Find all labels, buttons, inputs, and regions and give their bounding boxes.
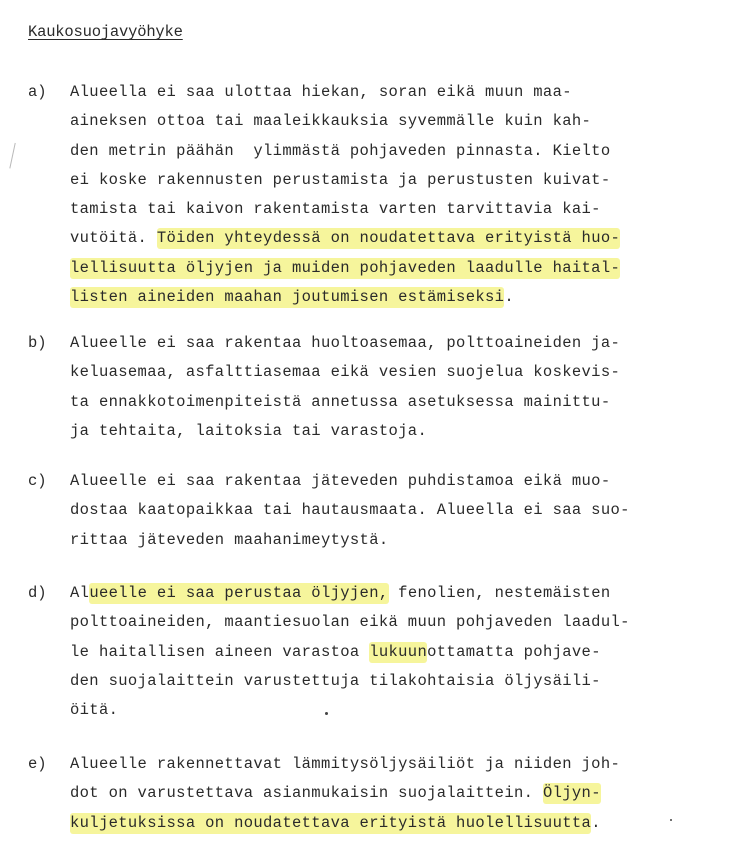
text-line xyxy=(70,750,720,779)
text-segment: keluasemaa, asfalttiasemaa eikä vesien suojelua koskevis- xyxy=(70,363,621,382)
item-label-b: b) xyxy=(28,334,47,352)
text-segment: vutöitä. xyxy=(70,229,157,248)
highlighted-text: ueelle ei saa perustaa öljyjen, xyxy=(89,584,389,602)
text-line xyxy=(70,195,720,224)
text-line xyxy=(70,107,720,136)
text-segment: ei koske rakennusten perustamista ja perustusten kuivat- xyxy=(70,170,611,189)
text-segment: den metrin päähän ylimmästä pohjaveden pinnasta. Kielto xyxy=(70,141,611,160)
item-label-a: a) xyxy=(28,83,47,101)
highlighted-text: kuljetuksissa on noudatettava erityistä huolellisuutta xyxy=(70,813,592,832)
section-heading: Kaukosuojavyöhyke xyxy=(28,23,183,41)
text-line xyxy=(70,467,720,496)
highlighted-text: lellisuutta öljyjen ja muiden pohjaveden laadulle haital- xyxy=(70,258,621,277)
item-label-c: c) xyxy=(28,472,47,490)
text-segment: den suojalaittein varustettuja tilakohtaisia öljysäili- xyxy=(70,671,601,690)
text-segment: öitä. xyxy=(70,701,119,720)
text-segment: Alueelle ei saa rakentaa huoltoasemaa, polttoaineiden ja- xyxy=(70,334,621,352)
text-segment: rittaa jäteveden maahanimeytystä. xyxy=(70,530,389,549)
item-label-d: d) xyxy=(28,584,47,602)
text-segment: dostaa kaatopaikkaa tai hautausmaata. Alueella ei saa suo- xyxy=(70,501,630,520)
text-line xyxy=(70,137,720,166)
paragraph-e xyxy=(70,750,720,838)
highlighted-text: Öljyn- xyxy=(542,784,601,803)
text-segment: Al xyxy=(70,584,90,602)
text-line xyxy=(70,78,720,107)
text-segment: le haitallisen aineen varastoa xyxy=(70,642,370,661)
text-line xyxy=(70,283,720,312)
text-segment: fenolien, nestemäisten xyxy=(388,584,611,602)
paragraph-d xyxy=(70,579,720,725)
paragraph-c xyxy=(70,467,720,555)
text-segment: Alueelle ei saa rakentaa jäteveden puhdistamoa eikä muo- xyxy=(70,472,611,490)
paragraph-a xyxy=(70,78,720,312)
text-line xyxy=(70,526,720,555)
item-label-e: e) xyxy=(28,755,47,773)
text-segment: ja tehtaita, laitoksia tai varastoja. xyxy=(70,421,428,440)
text-line xyxy=(70,809,720,838)
text-line xyxy=(70,779,720,808)
margin-pencil-mark xyxy=(9,143,18,169)
highlighted-text: listen aineiden maahan joutumisen estämiseksi xyxy=(70,288,505,307)
text-segment: Alueella ei saa ulottaa hiekan, soran eikä muun maa- xyxy=(70,83,572,101)
text-segment: polttoaineiden, maantiesuolan eikä muun pohjaveden laadul- xyxy=(70,613,630,632)
text-line xyxy=(70,388,720,417)
text-line xyxy=(70,329,720,358)
text-segment: ta ennakkotoimenpiteistä annetussa asetuksessa mainittu- xyxy=(70,392,611,411)
text-segment: tamista tai kaivon rakentamista varten tarvittavia kai- xyxy=(70,200,601,219)
text-line xyxy=(70,667,720,696)
text-segment: Alueelle rakennettavat lämmitysöljysäiliöt ja niiden joh- xyxy=(70,755,621,773)
text-line xyxy=(70,166,720,195)
highlighted-text: lukuun xyxy=(369,642,428,661)
text-line xyxy=(70,696,720,725)
text-line xyxy=(70,608,720,637)
text-line xyxy=(70,358,720,387)
stray-dot-mark xyxy=(670,819,672,821)
text-line xyxy=(70,496,720,525)
text-line xyxy=(70,579,720,608)
text-segment: . xyxy=(591,813,601,832)
paragraph-b xyxy=(70,329,720,446)
highlighted-text: Töiden yhteydessä on noudatettava erityistä huo- xyxy=(156,229,621,248)
text-segment: aineksen ottoa tai maaleikkauksia syvemmälle kuin kah- xyxy=(70,112,592,131)
text-line xyxy=(70,224,720,253)
text-line xyxy=(70,254,720,283)
text-segment: ottamatta pohjave- xyxy=(427,642,601,661)
text-line xyxy=(70,417,720,446)
text-segment: . xyxy=(504,288,514,307)
text-segment: dot on varustettava asianmukaisin suojalaittein. xyxy=(70,784,543,803)
text-line xyxy=(70,638,720,667)
stray-dot-mark xyxy=(325,712,328,715)
